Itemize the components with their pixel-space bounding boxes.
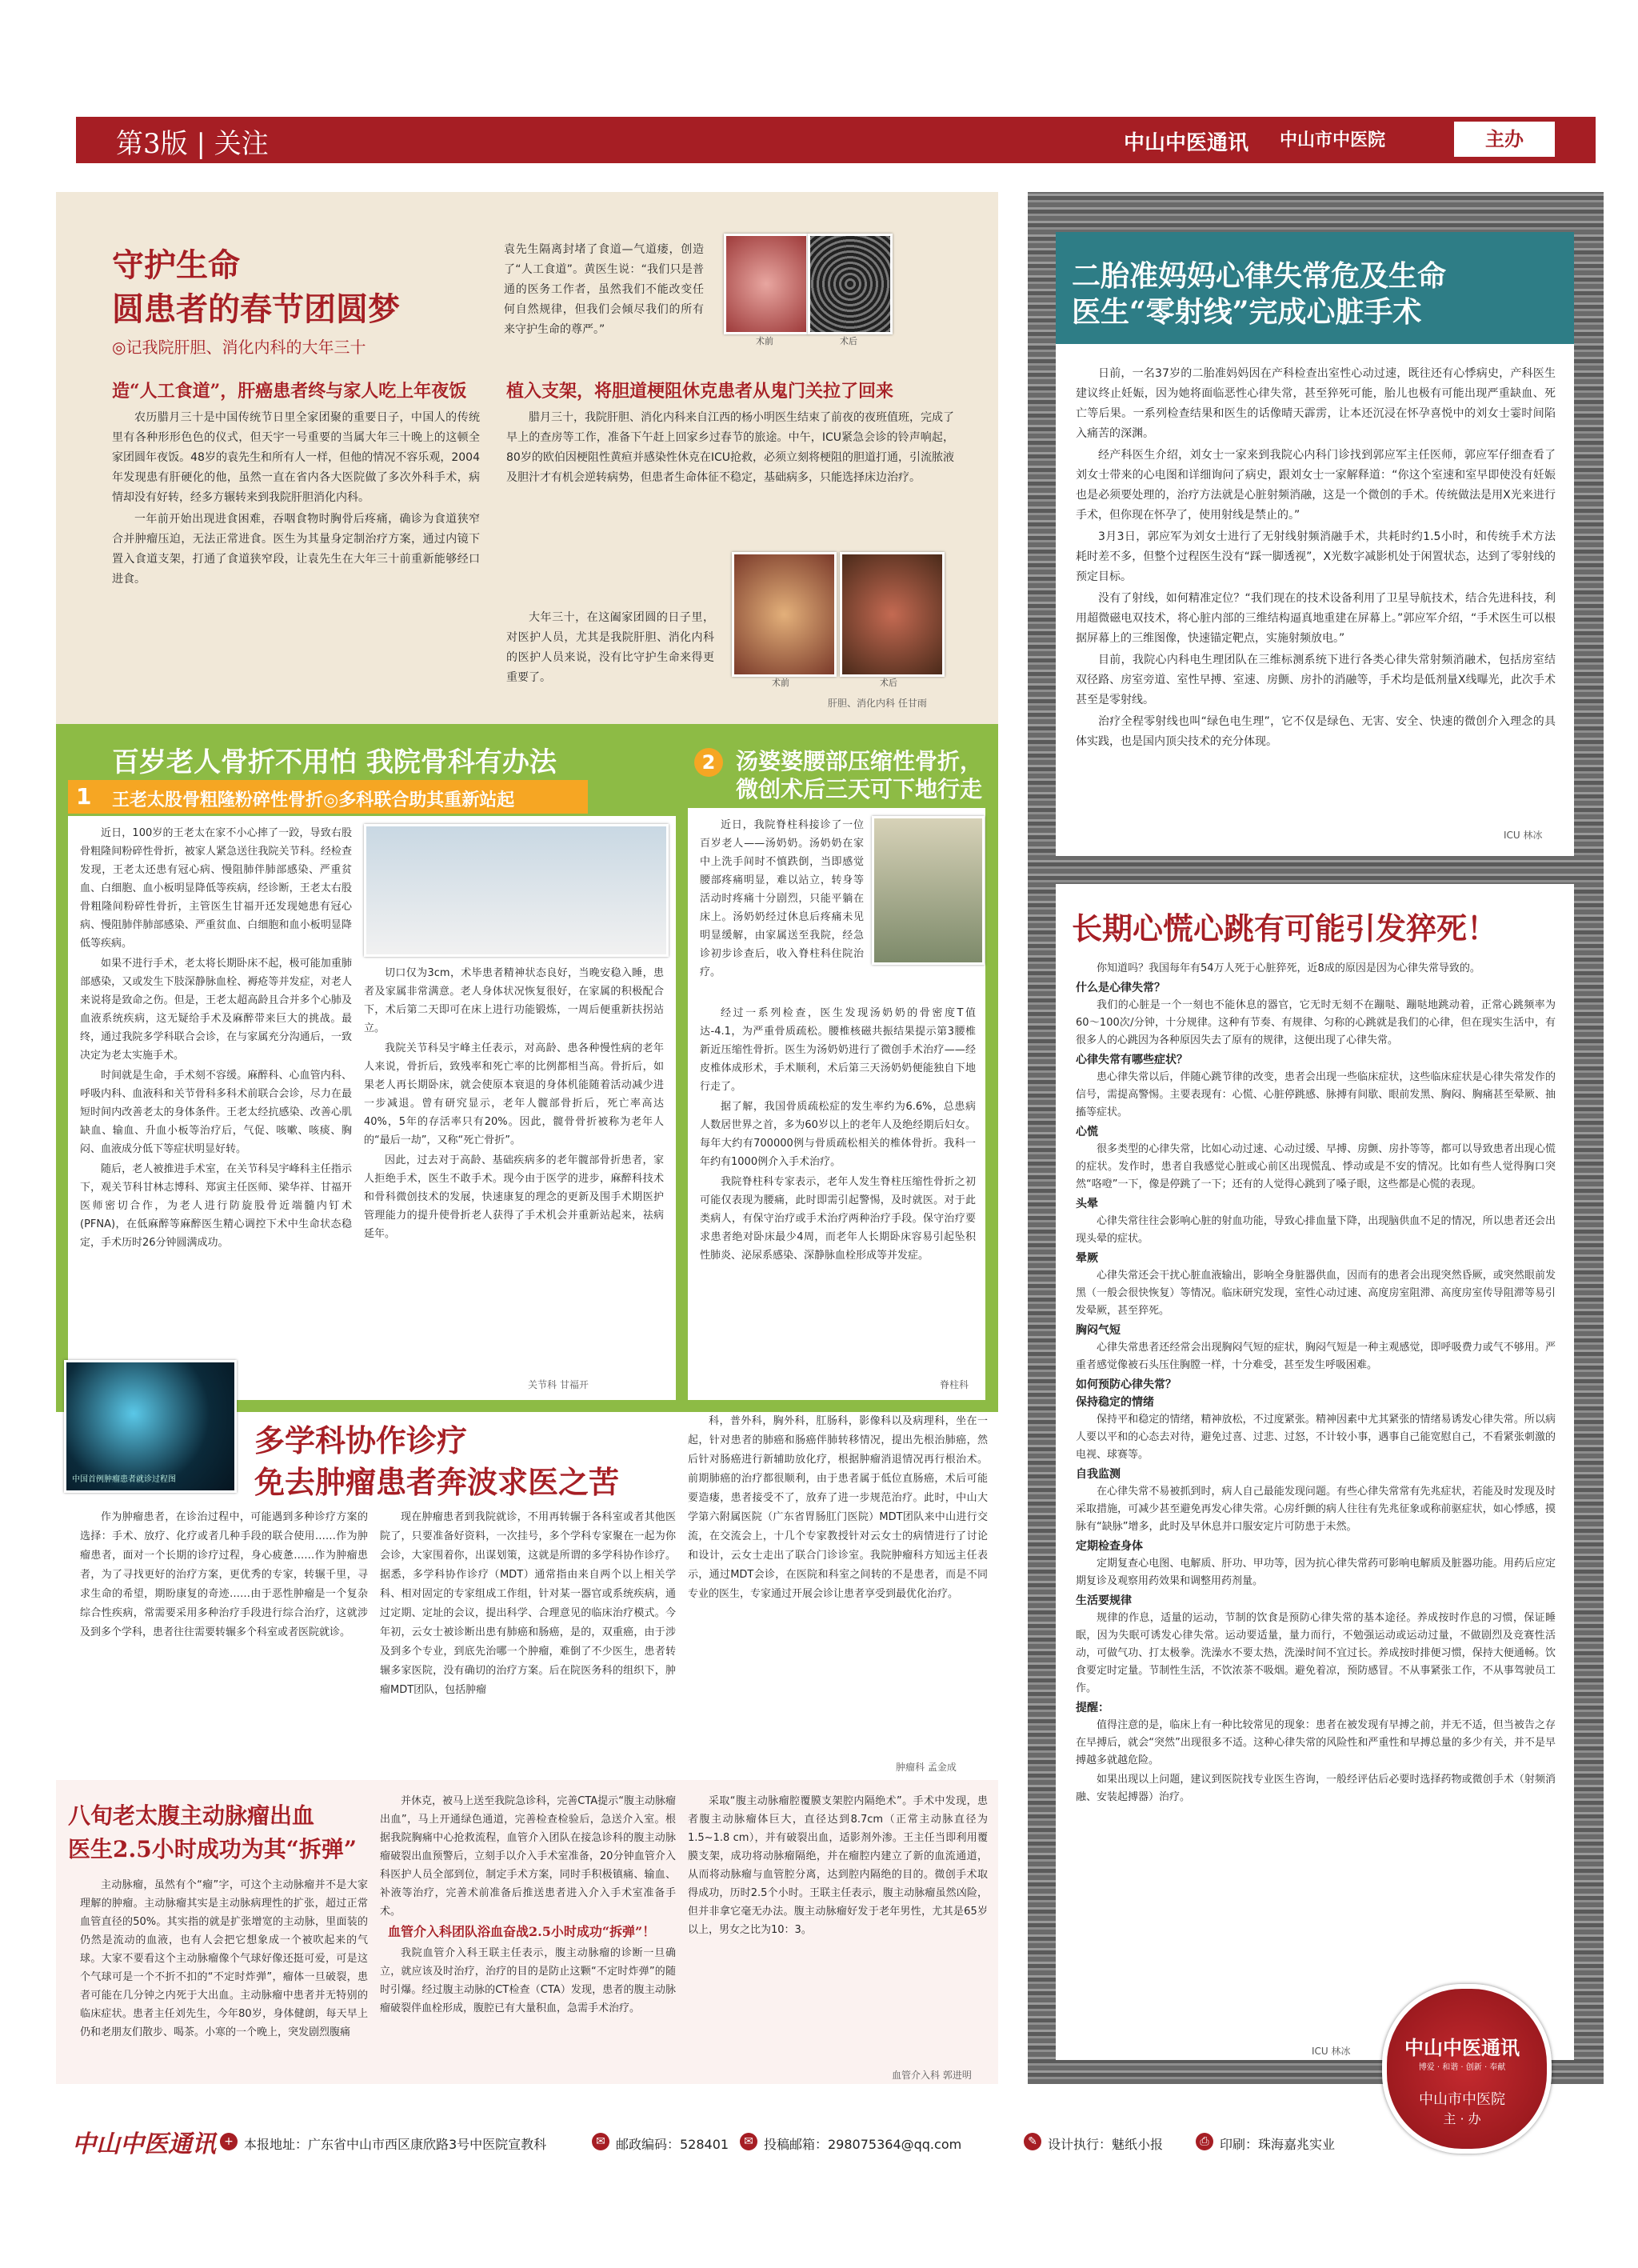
case1-para3: 时间就是生命，手术刻不容缓。麻醉科、心血管内科、呼吸内科、血液科和关节骨科多科术前联合会诊，尽力在最短时间内改善老太的身体条件。王老太经抗感染、改善心肌缺血、输血、升血小板等治疗后，气促、咳嗽、咳痰、胸闷、血液成分低下等症状明显好转。 <box>80 1070 352 1155</box>
zero-radiation-body <box>1076 364 1556 754</box>
case1-para5: 切口仅为3cm，术毕患者精神状态良好，当晚安稳入睡，患者及家属非常满意。老人身体状况恢复很好，在家属的积极配合下，术后第二天即可在床上进行功能锻炼，一周后便重新扶拐站立。 <box>364 967 664 1034</box>
arrhythmia-a1: 我们的心脏是一个一刻也不能休息的器官，它无时无刻不在蹦哒、蹦哒地跳动着，正常心跳频率为60～100次/分钟，十分规律。这种有节奏、有规律、匀称的心跳就是我们的心律，但在现实生活中，有很多人的心跳因为各种原因失去了原有的规律，这便出现了心律失常。 <box>1076 999 1556 1046</box>
email-icon: ✉ <box>740 2133 757 2150</box>
photo1-caption-before: 术前 <box>756 336 773 346</box>
photo-patient-walking <box>872 816 985 965</box>
arrhythmia-q12: 提醒： <box>1076 1702 1109 1714</box>
photo2-caption-before: 术前 <box>772 678 789 688</box>
footer-design: 设计执行：魅纸小报 <box>1048 2137 1164 2152</box>
case2-para3: 据了解，我国骨质疏松症的发生率约为6.6%，总患病人数居世界之首，多为60岁以上的老年人及绝经期后妇女。每年大约有700000例与骨质疏松相关的椎体骨折。我科一年约有1000例介入手术治疗。 <box>700 1101 976 1168</box>
footer-print: 印刷：珠海嘉兆实业 <box>1220 2137 1336 2152</box>
postcode-icon: ✉ <box>592 2133 609 2150</box>
mdt-photo-caption: 中国首例肿瘤患者就诊过程图 <box>72 1475 176 1484</box>
arrhythmia-author: ICU 林冰 <box>1312 2046 1351 2057</box>
arrhythmia-q7: 如何预防心律失常？ <box>1076 1378 1177 1391</box>
zero-radiation-para3: 3月3日，郭应军为刘女士进行了无射线射频消融手术，共耗时约1.5小时，和传统手术方法耗时差不多，但整个过程医生没有“踩一脚透视”，X光数字减影机处于闲置状态，达到了零射线的预定目标。 <box>1076 530 1556 583</box>
mdt-title-line2: 免去肿瘤患者奔波求医之苦 <box>254 1464 620 1500</box>
arrhythmia-q10: 定期检查身体 <box>1076 1540 1143 1553</box>
aorta-author: 血管介入科 郭进明 <box>892 2070 972 2081</box>
mdt-para2: 现在肿瘤患者到我院就诊，不用再转辗于各科室或者其他医院了，只要准备好资料，一次挂号，多个学科专家聚在一起为你会诊，大家围着你，出谋划策，这就是所谓的多学科协作诊疗。据悉，多学科协作诊疗（MDT）通常指由来自两个以上相关学科、相对固定的专家组成工作组，针对某一器官或系统疾病，通过定期、定址的会议，提出科学、合理意见的临床治疗模式。今年初，云女士被诊断出患有肺癌和肠癌，是的，双重癌，由于涉及到多个专业，到底先治哪一个肿瘤，难倒了不少医生，患者转辗多家医院，没有确切的治疗方案。后在院医务科的组织下，肿瘤MDT团队，包括肿瘤 <box>380 1511 676 1696</box>
arrhythmia-q8: 保持稳定的情绪 <box>1076 1396 1154 1409</box>
address-icon: + <box>220 2133 238 2150</box>
photo-doctors-bedside <box>364 824 669 957</box>
mdt-body-col2 <box>380 1508 676 1702</box>
article1-subtitle: ◎记我院肝胆、消化内科的大年三十 <box>112 338 366 357</box>
arrhythmia-q9: 自我监测 <box>1076 1468 1121 1481</box>
article1-para1b: 一年前开始出现进食困难，吞咽食物时胸骨后疼痛，确诊为食道狭窄合并肿瘤压迫，无法正常进食。医生为其量身定制治疗方案，通过内镜下置入食道支架，打通了食道狭窄段，让袁先生在大年三十前重新能够经口进食。 <box>112 513 480 586</box>
aorta-title-line2: 医生2.5小时成功为其“拆弹” <box>68 1836 357 1862</box>
aorta-body-col1 <box>80 1876 368 2043</box>
footer-address: 本报地址：广东省中山市西区康欣路3号中医院宣教科 <box>244 2137 547 2152</box>
arrhythmia-q5: 晕厥 <box>1076 1252 1098 1265</box>
case1-para4: 随后，老人被推进手术室，在关节科吴宇峰科主任指示下，观关节科甘林志博科、郑寅主任医师、梁华祥、甘福开医师密切合作，为老人进行防旋股骨近端髓内钉术(PFNA)，在低麻醉等麻醉医生精心调控下术中生命状态稳定，手术历时26分钟圆满成功。 <box>80 1163 352 1249</box>
photo2-caption-after: 术后 <box>880 678 897 688</box>
mdt-body-col3 <box>688 1412 988 1606</box>
arrhythmia-body <box>1076 960 1556 1808</box>
photo-stent-after <box>840 552 945 677</box>
zero-radiation-para4: 没有了射线，如何精准定位？“我们现在的技术设备利用了卫星导航技术，结合先进科技，利用超微磁电双技术，将心脏内部的三维结构逼真地重建在屏幕上。”郭应军介绍，“手术医生可以根据屏幕上的三维图像，快速锚定靶点，实施射频放电。” <box>1076 592 1556 645</box>
case1-para7: 因此，过去对于高龄、基础疾病多的老年髋部骨折患者，家人拒绝手术，医生不敢手术。现今由于医学的进步，麻醉科技术和骨科微创技术的发展，快速康复的理念的更新及围手术期医护管理能力的提升使骨折老人获得了手术机会并重新站起来，祛病延年。 <box>364 1154 664 1240</box>
arrhythmia-a12: 值得注意的是，临床上有一种比较常见的现象：患者在被发现有早搏之前，并无不适，但当被告之存在早搏后，就会“突然”出现很多不适。这种心律失常的风险性和严重性和早搏总量的多少有关，并不是早搏越多就越危险。 <box>1076 1719 1556 1766</box>
zero-radiation-para2: 经产科医生介绍，刘女士一家来到我院心内科门诊找到郭应军主任医师，郭应军仔细查看了刘女士带来的心电图和详细询问了病史，跟刘女士一家解释道：“你这个室速和室早即使没有妊娠也是必须要处理的，治疗方法就是心脏射频消融，这是一个微创的手术。传统做法是用X光来进行手术，但你现在怀孕了，使用射线是禁止的。” <box>1076 449 1556 522</box>
case1-number: 1 <box>76 783 92 810</box>
photo-endoscopy-before <box>724 234 809 334</box>
case2-number: 2 <box>694 748 723 777</box>
arrhythmia-q11: 生活要规律 <box>1076 1594 1132 1607</box>
arrhythmia-a9: 在心律失常不易被抓到时，病人自己最能发现问题。有些心律失常常有先兆症状，若能及时发现及时采取措施，可减少甚至避免再发心律失常。心房纤颤的病人往往有先兆征象或称前驱症状，如心悸感，摸脉有“缺脉”增多，此时及早休息并口服安定片可防患于未然。 <box>1076 1486 1556 1533</box>
case1-para6: 我院关节科吴宇峰主任表示，对高龄、患各种慢性病的老年人来说，骨折后，致残率和死亡率的比例都相当高。骨折后，如果老人再长期卧床，就会使原本衰退的身体机能随着活动减少进一步减退。曾有研究显示，老年人髋部骨折后，死亡率高达40%，5年的存活率只有20%。因此，髋骨骨折被称为老年人的“最后一劫”，又称“死亡骨折”。 <box>364 1042 664 1146</box>
article1-body1 <box>112 408 480 591</box>
aorta-para1: 主动脉瘤，虽然有个“瘤”字，可这个主动脉瘤并不是大家理解的肿瘤。主动脉瘤其实是主动脉病理性的扩张，超过正常血管直径的50%。其实指的就是扩张增宽的主动脉，里面装的仍然是流动的血液，也有人会把它想象成一个被吹起来的气球。大家不要看这个主动脉瘤像个气球好像还挺可爱，可是这个气球可是一个不折不扣的“不定时炸弹”，瘤体一旦破裂，患者可能在几分钟之内死于大出血。主动脉瘤中患者并无特别的临床症状。患者主任刘先生，今年80岁，身体健朗，每天早上仍和老朋友们散步、喝茶。小寒的一个晚上，突发剧烈腹痛 <box>80 1879 368 2038</box>
arrhythmia-a3: 很多类型的心律失常，比如心动过速、心动过缓、早搏、房颤、房扑等等，都可以导致患者出现心慌的症状。发作时，患者自我感觉心脏或心前区出现慌乱、悸动或是不安的情况。比如有些人觉得胸口突然“咯噔”一下，像是停跳了一下；还有的人觉得心跳到了嗓子眼，这些都是心慌的表现。 <box>1076 1143 1556 1190</box>
aorta-body-col3 <box>688 1792 988 1941</box>
article1-para2b: 大年三十，在这阖家团圆的日子里，对医护人员，尤其是我院肝胆、消化内科的医护人员来说，没有比守护生命来得更重要了。 <box>506 611 714 684</box>
arrhythmia-q1: 什么是心律失常？ <box>1076 982 1165 994</box>
case2-para4: 我院脊柱科专家表示，老年人发生脊柱压缩性骨折之初可能仅表现为腰痛，此时即需引起警惕，及时就医。对于此类病人，有保守治疗或手术治疗两种治疗手段。保守治疗要求患者绝对卧床最少4周，而老年人长期卧床容易引起坠积性肺炎、泌尿系感染、深静脉血栓形成等并发症。 <box>700 1176 976 1262</box>
article1-author: 肝胆、消化内科 任甘雨 <box>828 698 927 709</box>
arrhythmia-q3: 心慌 <box>1076 1126 1098 1138</box>
zero-radiation-title-line2: 医生“零射线”完成心脏手术 <box>1072 295 1422 329</box>
issue-label: 第3版 | 关注 <box>116 128 269 160</box>
article1-title-line1: 守护生命 <box>112 246 240 284</box>
arrhythmia-a2: 患心律失常以后，伴随心跳节律的改变，患者会出现一些临床症状，这些临床症状是心律失常发作的信号，需提高警惕。主要表现有：心慌、心脏停跳感、脉搏有间歇、眼前发黑、胸闷、胸痛甚至晕厥、抽搐等症状。 <box>1076 1071 1556 1118</box>
seal-host: 主 · 办 <box>1443 2111 1481 2126</box>
article1-body2 <box>506 408 954 490</box>
case2-title-line1: 汤婆婆腰部压缩性骨折， <box>736 748 983 774</box>
arrhythmia-a12b: 如果出现以上问题，建议到医院找专业医生咨询，一般经评估后必要时选择药物或微创手术（射频消融、安装起搏器）治疗。 <box>1076 1774 1556 1803</box>
aorta-body-col2 <box>380 1792 676 1922</box>
print-icon: ⎙ <box>1196 2133 1213 2150</box>
case2-para2: 经过一系列检查，医生发现汤奶奶的骨密度T值达-4.1，为严重骨质疏松。腰椎核磁共振结果提示第3腰椎新近压缩性骨折。医生为汤奶奶进行了微创手术治疗——经皮椎体成形术，手术顺利，术后第三天汤奶奶便能独自下地行走了。 <box>700 1007 976 1093</box>
zero-radiation-para6: 治疗全程零射线也叫“绿色电生理”，它不仅是绿色、无害、安全、快速的微创介入理念的具体实践，也是国内顶尖技术的充分体现。 <box>1076 715 1556 748</box>
article1-title-line2: 圆患者的春节团圆梦 <box>112 290 400 328</box>
arrhythmia-a4: 心律失常往往会影响心脏的射血功能，导致心排血量下降，出现脑供血不足的情况，所以患者还会出现头晕的症状。 <box>1076 1215 1556 1245</box>
mdt-para3: 科，普外科，胸外科，肛肠科，影像科以及病理科，坐在一起，针对患者的肺癌和肠癌伴肺转移情况，提出先根治肺癌，然后针对肠癌进行新辅助放化疗，根据肿瘤消退情况再行根治术。前期肺癌的治疗都很顺利，由于患者属于低位直肠癌，术后可能要造瘘，患者接受不了，放弃了进一步规范治疗。此时，中山大学第六附属医院（广东省胃肠肛门医院）MDT团队来中山进行交流，在交流会上，十几个专家教授针对云女士的病情进行了讨论和设计，云女士走出了联合门诊诊室。我院肿瘤科方知远主任表示，通过MDT会诊，在医院和科室之间转的不是患者，而是不同专业的医生，专家通过开展会诊让患者享受到最优化治疗。 <box>688 1415 988 1600</box>
case1-para2: 如果不进行手术，老太将长期卧床不起，极可能加重肺部感染，又或发生下肢深静脉血栓、褥疮等并发症，对老人来说将是致命之伤。但是，王老太超高龄且合并多个心肺及血液系统疾病，这无疑给手术及麻醉带来巨大的挑战。最终，通过我院多学科联合会诊，在与家属充分沟通后，一致决定为老太实施手术。 <box>80 958 352 1062</box>
seal-title: 中山中医通讯 <box>1404 2036 1520 2059</box>
article1-para1: 农历腊月三十是中国传统节日里全家团聚的重要日子，中国人的传统里有各种形形色色的仪式，但天宇一号重要的当属大年三十晚上的这顿全家团圆年夜饭。48岁的袁先生和所有人一样，但他的情况不容乐观，2004年发现患有肝硬化的他，虽然一直在省内各大医院做了多次外科手术，病情却没有好转，经多方辗转来到我院肝胆消化内科。 <box>112 411 480 504</box>
arrhythmia-a5: 心律失常还会干扰心脏血液输出，影响全身脏器供血，因而有的患者会出现突然昏厥，或突然眼前发黑（一般会很快恢复）等情况。临床研究发现，室性心动过速、高度房室阻滞、高度房室传导阻滞等易引发晕厥，甚至猝死。 <box>1076 1270 1556 1317</box>
orthopedics-title: 百岁老人骨折不用怕 我院骨科有办法 <box>112 746 557 778</box>
case1-body-col1 <box>80 824 352 1254</box>
aorta-subheading: 血管介入科团队浴血奋战2.5小时成功“拆弹”！ <box>388 1924 656 1939</box>
arrhythmia-a10: 定期复查心电图、电解质、肝功、甲功等，因为抗心律失常药可影响电解质及脏器功能。用药后应定期复诊及观察用药效果和调整用药剂量。 <box>1076 1558 1556 1587</box>
case1-subtitle: 王老太股骨粗隆粉碎性骨折◎多科联合助其重新站起 <box>112 790 515 810</box>
photo-endoscopy-after <box>808 234 893 334</box>
mdt-body-col1 <box>80 1508 368 1644</box>
mdt-author: 肿瘤科 孟金成 <box>896 1762 957 1773</box>
arrhythmia-a8: 保持平和稳定的情绪，精神放松，不过度紧张。精神因素中尤其紧张的情绪易诱发心律失常。所以病人要以平和的心态去对待，避免过喜、过悲、过怒，不计较小事，遇事自己能宽慰自己，不看紧张刺激的电视、球赛等。 <box>1076 1414 1556 1461</box>
case2-author: 脊柱科 <box>940 1379 969 1390</box>
footer-brand: 中山中医通讯 <box>72 2130 216 2158</box>
arrhythmia-q4: 头晕 <box>1076 1198 1098 1210</box>
zero-radiation-author: ICU 林冰 <box>1504 830 1543 841</box>
zero-radiation-para5: 目前，我院心内科电生理团队在三维标测系统下进行各类心律失常射频消融术，包括房室结双径路、房室旁道、室性早搏、室速、房颤、房扑的消融等，手术均是低剂量X线曝光，此次手术甚至是零射线。 <box>1076 654 1556 706</box>
zero-radiation-title-line1: 二胎准妈妈心律失常危及生命 <box>1072 259 1447 293</box>
arrhythmia-q6: 胸闷气短 <box>1076 1324 1121 1337</box>
zero-radiation-para1: 日前，一名37岁的二胎准妈妈因在产科检查出室性心动过速，既往还有心悸病史，产科医生建议终止妊娠，因为她将面临恶性心律失常，甚至猝死可能，胎儿也极有可能出现严重缺血、死亡等后果。一系列检查结果和医生的话像晴天霹雳，让本还沉浸在怀孕喜悦中的刘女士霎时间陷入痛苦的深渊。 <box>1076 367 1556 440</box>
arrhythmia-title: 长期心慌心跳有可能引发猝死！ <box>1072 910 1498 946</box>
footer-email: 投稿邮箱：298075364@qq.com <box>764 2137 962 2152</box>
arrhythmia-a11: 规律的作息，适量的运动，节制的饮食是预防心律失常的基本途径。养成按时作息的习惯，保证睡眠，因为失眠可诱发心律失常。运动要适量，量力而行，不勉强运动或运动过量，不做剧烈及竞赛性活动，可做气功、打太极拳。洗澡水不要太热，洗澡时间不宜过长。养成按时排便习惯，保持大便通畅。饮食要定时定量。节制性生活，不饮浓茶不吸烟。避免着凉，预防感冒。不从事紧张工作，不从事驾驶员工作。 <box>1076 1612 1556 1694</box>
article1-body2b <box>506 608 714 690</box>
article1-heading1: 造“人工食道”，肝癌患者终与家人吃上年夜饭 <box>112 381 467 402</box>
case1-author: 关节科 甘福开 <box>528 1379 589 1390</box>
arrhythmia-intro: 你知道吗？我国每年有54万人死于心脏猝死，近8成的原因是因为心律失常导致的。 <box>1097 962 1480 974</box>
case2-para1: 近日，我院脊柱科接诊了一位百岁老人——汤奶奶。汤奶奶在家中上洗手间时不慎跌倒，当即感觉腰部疼痛明显，难以站立，转身等活动时疼痛十分剧烈，只能平躺在床上。汤奶奶经过休息后疼痛未见明显缓解，由家属送至我院，经急诊初步诊查后，收入脊柱科住院治疗。 <box>700 819 864 978</box>
aorta-title-line1: 八旬老太腹主动脉瘤出血 <box>68 1802 315 1829</box>
arrhythmia-a6: 心律失常患者还经常会出现胸闷气短的症状，胸闷气短是一种主观感觉，即呼吸费力或气不够用。严重者感觉像被石头压住胸膛一样，十分难受，甚至发生呼吸困难。 <box>1076 1342 1556 1371</box>
seal-motto: 博爱 · 和谐 · 创新 · 奉献 <box>1418 2063 1506 2072</box>
aorta-para2b: 我院血管介入科王联主任表示，腹主动脉瘤的诊断一旦确立，就应该及时治疗，治疗的目的是防止这颗“不定时炸弹”的随时引爆。经过腹主动脉的CT检查（CTA）发现，患者的腹主动脉瘤破裂伴血栓形成，腹腔已有大量积血，急需手术治疗。 <box>380 1947 676 2014</box>
case2-body <box>700 1004 976 1266</box>
mdt-para1: 作为肿瘤患者，在诊治过程中，可能遇到多种诊疗方案的选择：手术、放疗、化疗或者几种手段的联合使用……作为肿瘤患者，面对一个长期的诊疗过程，身心疲惫……作为肿瘤患者，为了寻找更好的治疗方案，更优秀的专家，转辗千里，寻求生命的希望，期盼康复的奇迹……由于恶性肿瘤是一个复杂综合性疾病，常需要采用多种治疗手段进行综合治疗，这就涉及到多个学科，患者往往需要转辗多个科室或者医院就诊。 <box>80 1511 368 1638</box>
masthead-title: 中山中医通讯 <box>1124 131 1249 155</box>
seal-hospital: 中山市中医院 <box>1419 2091 1505 2108</box>
case2-title-line2: 微创术后三天可下地行走 <box>736 776 983 802</box>
mdt-title-line1: 多学科协作诊疗 <box>254 1422 468 1458</box>
footer-postcode: 邮政编码：528401 <box>616 2137 729 2152</box>
case1-para1: 近日，100岁的王老太在家不小心摔了一跤，导致右股骨粗隆间粉碎性骨折，被家人紧急送往我院关节科。经检查发现，王老太还患有冠心病、慢阻肺伴肺部感染、严重贫血、白细胞、血小板明显降低等疾病，经诊断，王老太右股骨粗隆间粉碎性骨折，主管医生甘福开还发现她患有冠心病、慢阻肺伴肺部感染、严重贫血、白细胞和血小板明显降低等疾病。 <box>80 827 352 950</box>
case2-body-top <box>700 816 864 983</box>
design-icon: ✎ <box>1024 2133 1041 2150</box>
photo1-caption-after: 术后 <box>840 336 857 346</box>
aorta-para3: 采取“腹主动脉瘤腔覆膜支架腔内隔绝术”。手术中发现，患者腹主动脉瘤体巨大，直径达到8.7cm（正常主动脉直径为1.5~1.8 cm），并有破裂出血，适影剂外渗。王主任当即利用覆膜支架，成功将动脉瘤隔绝，并在瘤腔内建立了新的血流通道，从而将动脉瘤与血管腔分离，达到腔内隔绝的目的。微创手术取得成功，历时2.5个小时。王联主任表示，腹主动脉瘤虽然凶险，但并非拿它毫无办法。腹主动脉瘤好发于老年男性，尤其是65岁以上，男女之比为10：3。 <box>688 1795 988 1936</box>
article1-heading2: 植入支架，将胆道梗阻休克患者从鬼门关拉了回来 <box>506 381 894 402</box>
article1-para2: 腊月三十，我院肝胆、消化内科来自江西的杨小明医生结束了前夜的夜班值班，完成了早上的查房等工作，准备下午赶上回家乡过春节的旅途。中午，ICU紧急会诊的铃声响起，80岁的欧伯因梗阻性黄疸并感染性休克在ICU抢救，必须立刻将梗阻的胆道打通，引流脓液及胆汁才有机会逆转病势，但患者生命体征不稳定，基础病多，只能选择床边治疗。 <box>506 411 954 484</box>
arrhythmia-q2: 心律失常有哪些症状？ <box>1076 1054 1188 1066</box>
article1-quote: 袁先生隔离封堵了食道—气道瘘，创造了“人工食道”。黄医生说：“我们只是普通的医务工作者，虽然我们不能改变任何自然规律，但我们会倾尽我们的所有来守护生命的尊严。” <box>504 243 704 336</box>
host-label: 主办 <box>1454 122 1555 157</box>
aorta-para2: 并休克，被马上送至我院急诊科，完善CTA提示“腹主动脉瘤出血”，马上开通绿色通道，完善检查检验后，急送介入室。根据我院胸痛中心抢救流程，血管介入团队在接急诊科的腹主动脉瘤破裂出血预警后，立刻手以介入手术室准备，20分钟血管介入科医护人员全部到位，制定手术方案，同时手积极镇痛、输血、补液等治疗，完善术前准备后推送患者进入介入手术室准备手术。 <box>380 1795 676 1918</box>
case1-body-col2 <box>364 964 664 1245</box>
masthead-hospital: 中山市中医院 <box>1280 130 1386 150</box>
aorta-body-col2b <box>380 1944 676 2019</box>
photo-stent-before <box>732 552 837 677</box>
